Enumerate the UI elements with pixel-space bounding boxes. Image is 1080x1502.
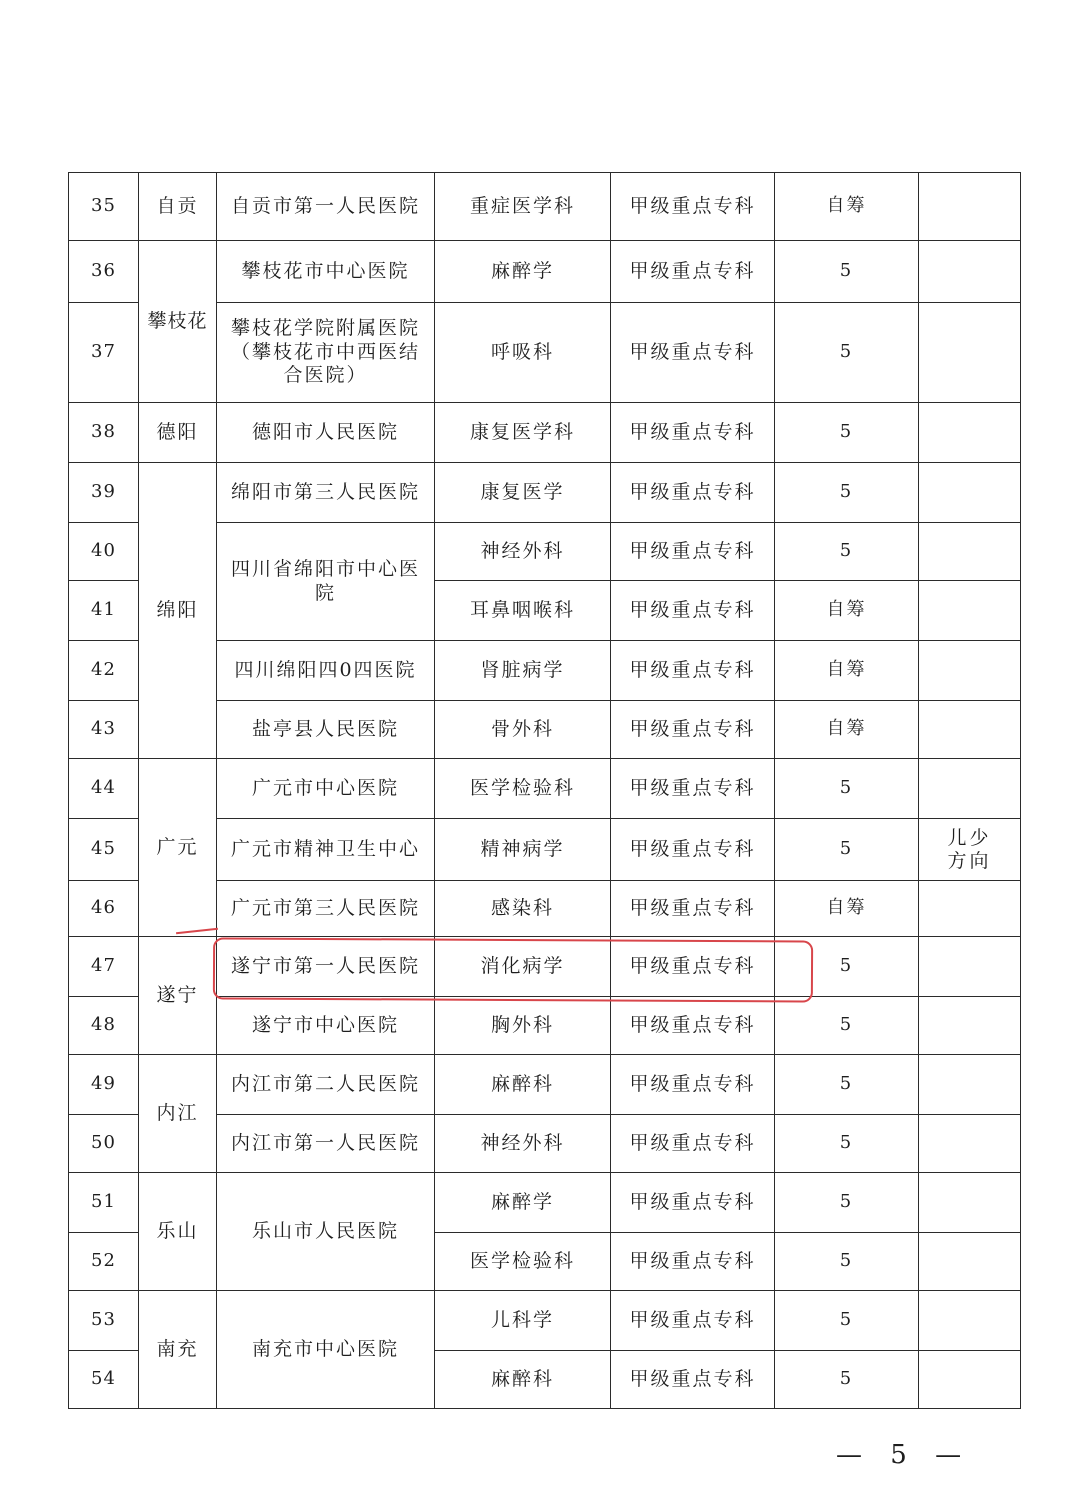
note-cell [919, 997, 1021, 1055]
note-cell [919, 881, 1021, 937]
row-number-cell: 39 [69, 463, 139, 523]
note-cell [919, 937, 1021, 997]
specialty-cell: 医学检验科 [435, 759, 611, 819]
row-number-cell: 41 [69, 581, 139, 641]
hospital-cell: 盐亭县人民医院 [217, 701, 435, 759]
hospital-cell: 攀枝花市中心医院 [217, 241, 435, 303]
note-cell [919, 1055, 1021, 1115]
level-cell: 甲级重点专科 [611, 1173, 775, 1233]
city-cell: 德阳 [139, 403, 217, 463]
specialty-cell: 康复医学科 [435, 403, 611, 463]
row-number-cell: 35 [69, 173, 139, 241]
city-cell: 绵阳 [139, 463, 217, 759]
specialty-cell: 精神病学 [435, 819, 611, 881]
level-cell: 甲级重点专科 [611, 463, 775, 523]
city-cell: 乐山 [139, 1173, 217, 1291]
level-cell: 甲级重点专科 [611, 1055, 775, 1115]
hospital-cell: 广元市精神卫生中心 [217, 819, 435, 881]
row-number-cell: 42 [69, 641, 139, 701]
level-cell: 甲级重点专科 [611, 997, 775, 1055]
funding-cell: 5 [775, 1055, 919, 1115]
row-number-cell: 38 [69, 403, 139, 463]
row-number-cell: 52 [69, 1233, 139, 1291]
row-number-cell: 43 [69, 701, 139, 759]
row-number-cell: 53 [69, 1291, 139, 1351]
table-row [69, 463, 1021, 523]
funding-cell: 5 [775, 403, 919, 463]
note-cell [919, 1173, 1021, 1233]
funding-cell: 5 [775, 303, 919, 403]
note-cell [919, 403, 1021, 463]
hospital-cell: 内江市第二人民医院 [217, 1055, 435, 1115]
row-number-cell: 51 [69, 1173, 139, 1233]
row-number-cell: 54 [69, 1351, 139, 1409]
specialty-cell: 神经外科 [435, 523, 611, 581]
city-cell: 自贡 [139, 173, 217, 241]
table-row [69, 173, 1021, 241]
row-number-cell: 49 [69, 1055, 139, 1115]
funding-cell: 自筹 [775, 641, 919, 701]
table-row [69, 759, 1021, 819]
hospital-cell: 四川绵阳四0四医院 [217, 641, 435, 701]
table-row [69, 937, 1021, 997]
table-row [69, 1055, 1021, 1115]
funding-cell: 自筹 [775, 173, 919, 241]
level-cell: 甲级重点专科 [611, 641, 775, 701]
specialty-cell: 耳鼻咽喉科 [435, 581, 611, 641]
funding-cell: 自筹 [775, 881, 919, 937]
funding-cell: 5 [775, 463, 919, 523]
hospital-cell: 乐山市人民医院 [217, 1173, 435, 1291]
specialty-cell: 骨外科 [435, 701, 611, 759]
level-cell: 甲级重点专科 [611, 937, 775, 997]
level-cell: 甲级重点专科 [611, 403, 775, 463]
funding-cell: 5 [775, 937, 919, 997]
note-text: 方向 [947, 849, 992, 872]
funding-cell: 5 [775, 1233, 919, 1291]
note-cell [919, 463, 1021, 523]
note-cell [919, 701, 1021, 759]
row-number-cell: 36 [69, 241, 139, 303]
funding-cell: 自筹 [775, 581, 919, 641]
specialty-cell: 胸外科 [435, 997, 611, 1055]
hospital-cell: 遂宁市中心医院 [217, 997, 435, 1055]
table-row [69, 241, 1021, 303]
funding-cell: 5 [775, 997, 919, 1055]
level-cell: 甲级重点专科 [611, 581, 775, 641]
row-number-cell: 50 [69, 1115, 139, 1173]
level-cell: 甲级重点专科 [611, 881, 775, 937]
note-cell [919, 1115, 1021, 1173]
hospital-cell: 德阳市人民医院 [217, 403, 435, 463]
city-cell: 遂宁 [139, 937, 217, 1055]
level-cell: 甲级重点专科 [611, 1115, 775, 1173]
note-cell [919, 581, 1021, 641]
city-cell: 攀枝花 [139, 241, 217, 403]
note-cell [919, 641, 1021, 701]
funding-cell: 5 [775, 241, 919, 303]
level-cell: 甲级重点专科 [611, 1233, 775, 1291]
hospital-cell: 四川省绵阳市中心医院 [217, 523, 435, 641]
specialty-cell: 感染科 [435, 881, 611, 937]
city-cell: 南充 [139, 1291, 217, 1409]
row-number-cell: 47 [69, 937, 139, 997]
note-cell [919, 241, 1021, 303]
table-row [69, 1173, 1021, 1233]
specialty-cell: 麻醉学 [435, 1173, 611, 1233]
row-number-cell: 40 [69, 523, 139, 581]
city-cell: 广元 [139, 759, 217, 937]
level-cell: 甲级重点专科 [611, 1291, 775, 1351]
specialty-cell: 神经外科 [435, 1115, 611, 1173]
hospital-cell: 内江市第一人民医院 [217, 1115, 435, 1173]
level-cell: 甲级重点专科 [611, 759, 775, 819]
hospital-cell: 攀枝花学院附属医院（攀枝花市中西医结合医院） [217, 303, 435, 403]
table-row [69, 1291, 1021, 1351]
specialty-cell: 康复医学 [435, 463, 611, 523]
note-cell [919, 173, 1021, 241]
note-cell [919, 523, 1021, 581]
note-cell [919, 819, 1021, 881]
level-cell: 甲级重点专科 [611, 1351, 775, 1409]
funding-cell: 5 [775, 1115, 919, 1173]
hospital-cell: 广元市第三人民医院 [217, 881, 435, 937]
hospital-specialty-table [68, 172, 1021, 1409]
row-number-cell: 37 [69, 303, 139, 403]
level-cell: 甲级重点专科 [611, 241, 775, 303]
row-number-cell: 45 [69, 819, 139, 881]
table-row [69, 403, 1021, 463]
note-cell [919, 1351, 1021, 1409]
note-cell [919, 759, 1021, 819]
funding-cell: 自筹 [775, 701, 919, 759]
row-number-cell: 44 [69, 759, 139, 819]
funding-cell: 5 [775, 819, 919, 881]
note-cell [919, 1291, 1021, 1351]
specialty-cell: 麻醉学 [435, 241, 611, 303]
hospital-cell: 绵阳市第三人民医院 [217, 463, 435, 523]
level-cell: 甲级重点专科 [611, 701, 775, 759]
note-cell [919, 303, 1021, 403]
funding-cell: 5 [775, 1173, 919, 1233]
level-cell: 甲级重点专科 [611, 819, 775, 881]
level-cell: 甲级重点专科 [611, 303, 775, 403]
specialty-cell: 麻醉科 [435, 1351, 611, 1409]
page-number: — 5 — [836, 1440, 972, 1470]
row-number-cell: 46 [69, 881, 139, 937]
hospital-cell: 南充市中心医院 [217, 1291, 435, 1409]
specialty-cell: 麻醉科 [435, 1055, 611, 1115]
hospital-cell: 自贡市第一人民医院 [217, 173, 435, 241]
specialty-cell: 重症医学科 [435, 173, 611, 241]
funding-cell: 5 [775, 523, 919, 581]
funding-cell: 5 [775, 1291, 919, 1351]
row-number-cell: 48 [69, 997, 139, 1055]
funding-cell: 5 [775, 1351, 919, 1409]
specialty-cell: 呼吸科 [435, 303, 611, 403]
level-cell: 甲级重点专科 [611, 173, 775, 241]
specialty-cell: 消化病学 [435, 937, 611, 997]
city-cell: 内江 [139, 1055, 217, 1173]
hospital-cell: 广元市中心医院 [217, 759, 435, 819]
note-text: 儿少 [947, 826, 992, 849]
specialty-cell: 医学检验科 [435, 1233, 611, 1291]
note-cell [919, 1233, 1021, 1291]
hospital-cell: 遂宁市第一人民医院 [217, 937, 435, 997]
specialty-cell: 肾脏病学 [435, 641, 611, 701]
funding-cell: 5 [775, 759, 919, 819]
specialty-cell: 儿科学 [435, 1291, 611, 1351]
level-cell: 甲级重点专科 [611, 523, 775, 581]
